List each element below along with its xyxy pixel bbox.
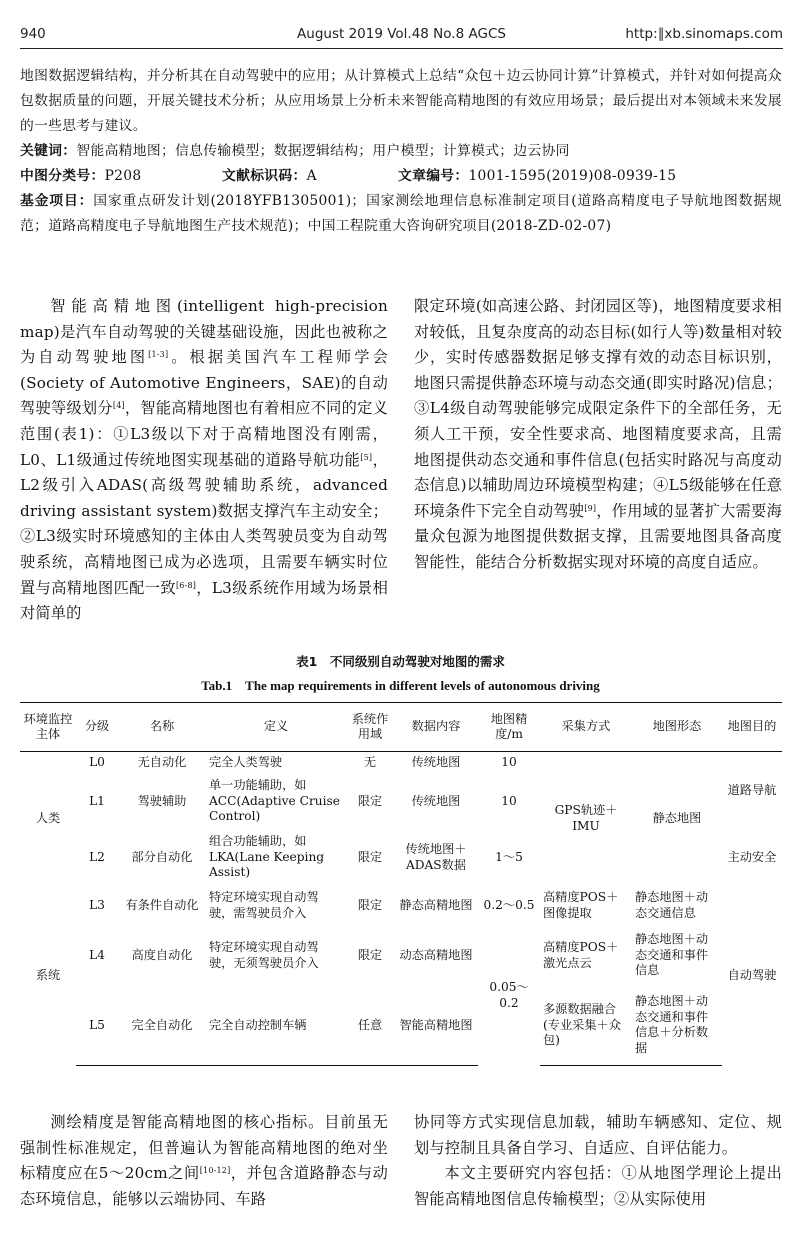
header-subject: 环境监控主体 xyxy=(20,703,76,752)
cell-form: 静态地图＋动态交通和事件信息＋分析数据 xyxy=(632,986,722,1066)
cell-accuracy: 10 xyxy=(501,793,517,808)
paragraph-accuracy xyxy=(20,1110,388,1212)
cell-scope: 无 xyxy=(363,755,377,769)
cell-subject-system: 系统 xyxy=(35,967,61,982)
cell-name: 有条件自动化 xyxy=(125,897,199,912)
cell-collection-l0-l2: GPS轨迹＋IMU xyxy=(554,803,618,833)
cell-definition: 组合功能辅助，如LKA(Lane Keeping Assist) xyxy=(209,834,325,880)
page-number: 940 xyxy=(20,26,46,42)
article-no-cell xyxy=(398,164,676,189)
table-row xyxy=(20,926,782,986)
table-1 xyxy=(20,702,782,1066)
text-run: ，智能高精地图也有着相应不同的定义范围(表1)：①L3级以下对于高精地图没有刚需，L0、L1级通过传统地图实现基础的道路导航功能 xyxy=(20,399,388,469)
doc-code-label: 文献标识码： xyxy=(222,168,307,184)
cell-content: 传统地图＋ADAS数据 xyxy=(405,842,467,872)
text-run: 测绘精度是智能高精地图的核心指标。目前虽无强制性标准规定，但普遍认为智能高精地图的绝对坐标精度应在5～20cm之间 xyxy=(20,1113,388,1183)
header-collection: 采集方式 xyxy=(540,703,632,752)
table-caption-en: Tab.1 The map requirements in different levels of autonomous driving xyxy=(201,678,600,693)
body-column-right xyxy=(414,294,782,576)
cell-name: 部分自动化 xyxy=(131,849,193,864)
article-no-value: 1001-1595(2019)08-0939-15 xyxy=(468,168,677,184)
text-run: 。根据美国汽车工程师学会(Society of Automotive Engineers，SAE)的自动驾驶等级划分 xyxy=(20,348,388,418)
paragraph-intro xyxy=(20,294,388,627)
header-definition: 定义 xyxy=(206,703,346,752)
cell-content: 动态高精地图 xyxy=(399,947,473,962)
abstract-text: 地图数据逻辑结构，并分析其在自动驾驶中的应用；从计算模式上总结“众包＋边云协同计算”计算模式，并针对如何提高众包数据质量的问题，开展关键技术分析；从应用场景上分析未来智能高精地图的有效应用场景；最后提出对本领域未来发展的一些思考与建议。 xyxy=(20,68,782,134)
text-run: 限定环境(如高速公路、封闭园区等)，地图精度要求相对较低，且复杂度高的动态目标(如行人等)数量相对较少，实时传感器数据足够支撑有效的动态目标识别，地图只需提供静态环境与动态交通(即实时路况)信息；③L4级自动驾驶能够完成限定条件下的全部任务，无须人工干预，安全性要求高、地图精度要求高，且需地图提供动态交通和事件信息(包括实时路况与高度动态信息)以辅助周边环境模型构建；④L5级能够在任意环境条件下完全自动驾驶 xyxy=(414,297,782,520)
table-header-row xyxy=(20,703,782,752)
cell-form: 静态地图＋动态交通信息 xyxy=(635,890,709,920)
header-scope: 系统作用域 xyxy=(346,703,394,752)
cell-content: 智能高精地图 xyxy=(394,986,478,1066)
clc-label: 中图分类号： xyxy=(20,168,105,184)
cell-name: 无自动化 xyxy=(137,755,187,769)
cell-form: 静态地图＋动态交通和事件信息 xyxy=(635,932,709,978)
cell-accuracy: 1～5 xyxy=(495,849,523,864)
cell-name: 高度自动化 xyxy=(131,947,193,962)
cell-content: 静态高精地图 xyxy=(399,897,473,912)
cell-subject-human: 人类 xyxy=(35,811,61,825)
cell-accuracy: 10 xyxy=(501,755,517,769)
cell-level: L4 xyxy=(89,947,105,962)
citation: [1-3] xyxy=(148,350,169,360)
keywords-label: 关键词： xyxy=(20,143,77,159)
table-row xyxy=(20,886,782,926)
classification-line xyxy=(20,164,782,189)
cell-content: 传统地图 xyxy=(411,755,461,769)
cell-definition: 单一功能辅助，如ACC(Adaptive Cruise Control) xyxy=(209,778,341,824)
table-row xyxy=(20,752,782,774)
fund-label: 基金项目： xyxy=(20,193,94,209)
paragraph-accuracy-cont: 协同等方式实现信息加载，辅助车辆感知、定位、规划与控制且具备自学习、自适应、自评估能力。 xyxy=(414,1113,782,1157)
cell-purpose-safety: 主动安全 xyxy=(727,849,777,864)
cell-collection: 高精度POS＋激光点云 xyxy=(543,940,619,970)
table-row xyxy=(20,986,782,1066)
text-run: ，并包含道路静态与动态环境信息，能够以云端协同、车路 xyxy=(20,1164,389,1208)
header-accuracy: 地图精度/m xyxy=(478,703,540,752)
cell-content: 传统地图 xyxy=(411,793,461,808)
cell-purpose-auto: 自动驾驶 xyxy=(727,967,777,982)
header-purpose: 地图目的 xyxy=(722,703,782,752)
cell-name: 完全自动化 xyxy=(118,986,206,1066)
cell-level: L1 xyxy=(89,793,105,808)
article-no-label: 文章编号： xyxy=(398,168,469,184)
keywords: 智能高精地图；信息传输模型；数据逻辑结构；用户模型；计算模式；边云协同 xyxy=(76,143,570,159)
body-column-left xyxy=(20,294,388,627)
citation: [10-12] xyxy=(199,1166,231,1176)
text-run: ，L3级系统作用域为场景相对简单的 xyxy=(20,578,389,623)
cell-definition: 特定环境实现自动驾驶，无须驾驶员介入 xyxy=(209,940,319,970)
header-level: 分级 xyxy=(76,703,118,752)
cell-collection: 多源数据融合(专业采集＋众包) xyxy=(540,986,632,1066)
cell-level: L0 xyxy=(89,755,105,769)
doc-code-cell xyxy=(222,164,317,189)
journal-info: August 2019 Vol.48 No.8 AGCS xyxy=(297,26,506,42)
paragraph-intro-cont xyxy=(414,294,782,576)
clc-cell xyxy=(20,164,141,189)
cell-definition: 完全自动控制车辆 xyxy=(206,986,346,1066)
paragraph-contents: 本文主要研究内容包括：①从地图学理论上提出智能高精地图信息传输模型；②从实际使用 xyxy=(414,1164,782,1208)
cell-accuracy: 0.2～0.5 xyxy=(483,897,535,912)
fund-line xyxy=(20,189,782,239)
cell-scope: 限定 xyxy=(357,947,383,962)
cell-name: 驾驶辅助 xyxy=(137,793,187,808)
abstract-block xyxy=(20,64,782,239)
header-name: 名称 xyxy=(118,703,206,752)
body-column-left-bottom xyxy=(20,1110,388,1212)
journal-url: http:∥xb.sinomaps.com xyxy=(625,26,783,42)
page-header xyxy=(20,26,783,49)
citation: [5] xyxy=(360,452,373,462)
text-run: ，L2级引入ADAS(高级驾驶辅助系统，advanced driving assistant system)数据支撑汽车主动安全；②L3级实时环境感知的主体由人类驾驶员变为自动驾驶系统，高精地图已成为必选项，且需要车辆实时位置与高精地图匹配一致 xyxy=(20,450,388,597)
cell-purpose-nav: 道路导航 xyxy=(727,783,777,797)
doc-code-value: A xyxy=(306,168,317,184)
cell-definition: 完全人类驾驶 xyxy=(209,755,283,769)
cell-collection: 高精度POS＋图像提取 xyxy=(543,890,619,920)
cell-scope: 任意 xyxy=(346,986,394,1066)
citation: [4] xyxy=(112,401,125,411)
cell-level: L5 xyxy=(76,986,118,1066)
citation: [9] xyxy=(584,503,597,513)
cell-scope: 限定 xyxy=(357,849,383,864)
cell-form-l0-l2: 静态地图 xyxy=(652,811,702,825)
text-run: ，作用域的显著扩大需要海量众包源为地图提供数据支撑，且需要地图具备高度智能性，能结合分析数据实现对环境的高度自适应。 xyxy=(414,501,783,571)
cell-level: L2 xyxy=(89,849,105,864)
cell-level: L3 xyxy=(89,897,105,912)
header-content: 数据内容 xyxy=(394,703,478,752)
citation: [6-8] xyxy=(175,580,197,590)
cell-accuracy-l4-l5: 0.05～0.2 xyxy=(489,980,529,1010)
cell-definition: 特定环境实现自动驾驶，需驾驶员介入 xyxy=(209,890,319,920)
cell-scope: 限定 xyxy=(357,897,383,912)
body-column-right-bottom xyxy=(414,1110,782,1212)
fund-text: 国家重点研发计划(2018YFB1305001)；国家测绘地理信息标准制定项目(道路高精度电子导航地图数据规范；道路高精度电子导航地图生产技术规范)；中国工程院重大咨询研究项目(2018-ZD-02-07) xyxy=(20,193,782,234)
table-caption-zh: 表1 不同级别自动驾驶对地图的需求 xyxy=(296,654,505,669)
clc-value: P208 xyxy=(104,168,142,184)
header-form: 地图形态 xyxy=(632,703,722,752)
cell-scope: 限定 xyxy=(357,793,383,808)
keywords-line xyxy=(20,139,782,164)
text-run: 智能高精地图(intelligent high-precision map)是汽车自动驾驶的关键基础设施，因此也被称之为自动驾驶地图 xyxy=(20,297,388,367)
